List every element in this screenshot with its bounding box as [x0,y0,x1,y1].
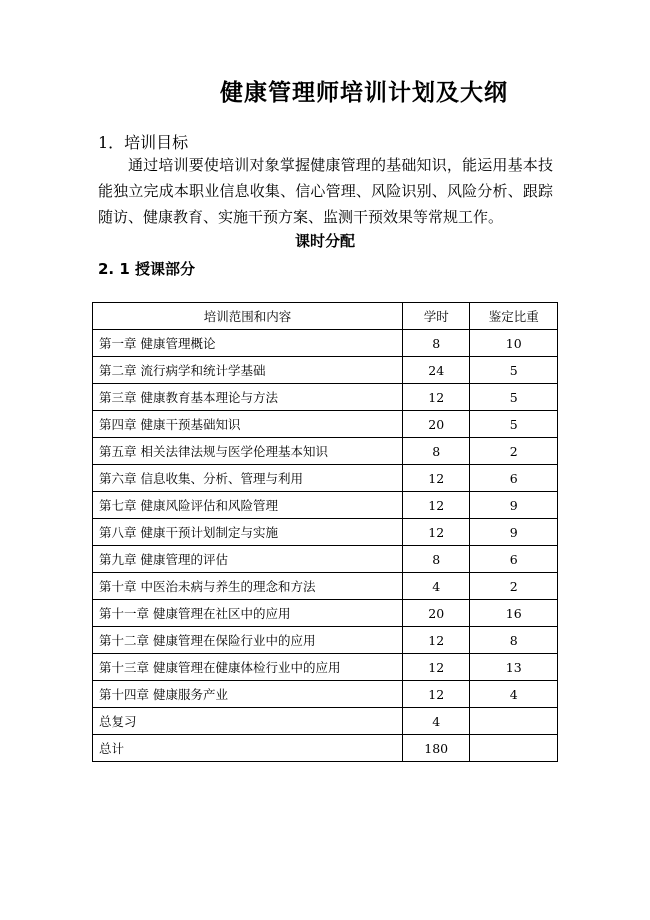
section1-heading: 1．培训目标 [98,133,189,152]
cell-content: 第四章 健康干预基础知识 [93,411,403,438]
cell-content: 第七章 健康风险评估和风险管理 [93,492,403,519]
cell-ratio: 10 [470,330,558,357]
cell-ratio [470,735,558,762]
cell-ratio: 6 [470,546,558,573]
cell-ratio: 16 [470,600,558,627]
table-row [93,627,558,654]
cell-ratio: 6 [470,465,558,492]
table-row [93,411,558,438]
cell-ratio: 2 [470,438,558,465]
cell-content: 第十四章 健康服务产业 [93,681,403,708]
cell-content: 第十一章 健康管理在社区中的应用 [93,600,403,627]
cell-ratio: 4 [470,681,558,708]
cell-hours: 180 [402,735,469,762]
hours-heading: 课时分配 [294,232,355,250]
table-row [93,384,558,411]
cell-ratio: 13 [470,654,558,681]
cell-content: 第十章 中医治未病与养生的理念和方法 [93,573,403,600]
cell-ratio: 9 [470,519,558,546]
cell-content: 第一章 健康管理概论 [93,330,403,357]
cell-content: 第十三章 健康管理在健康体检行业中的应用 [93,654,403,681]
cell-ratio: 5 [470,411,558,438]
cell-ratio: 5 [470,384,558,411]
table-row [93,519,558,546]
cell-ratio: 2 [470,573,558,600]
cell-hours: 12 [402,465,469,492]
table-body [93,330,558,762]
cell-ratio: 9 [470,492,558,519]
table-row [93,438,558,465]
cell-hours: 12 [402,654,469,681]
header-ratio: 鉴定比重 [470,303,558,330]
table-row [93,654,558,681]
header-content: 培训范围和内容 [93,303,403,330]
cell-hours: 12 [402,384,469,411]
training-plan-table [92,302,558,762]
cell-hours: 12 [402,627,469,654]
section1-paragraph: 通过培训要使培训对象掌握健康管理的基础知识，能运用基本技能独立完成本职业信息收集、信心管理、风险识别、风险分析、跟踪随访、健康教育、实施干预方案、监测干预效果等常规工作。 [98,156,553,226]
header-hours: 学时 [402,303,469,330]
cell-hours: 24 [402,357,469,384]
cell-hours: 4 [402,573,469,600]
table-row [93,492,558,519]
cell-content: 第六章 信息收集、分析、管理与利用 [93,465,403,492]
section2-heading: 2. 1 授课部分 [98,260,196,278]
cell-content: 第十二章 健康管理在保险行业中的应用 [93,627,403,654]
cell-content: 第八章 健康干预计划制定与实施 [93,519,403,546]
cell-hours: 20 [402,411,469,438]
cell-content: 第五章 相关法律法规与医学伦理基本知识 [93,438,403,465]
table-row [93,735,558,762]
table-row [93,357,558,384]
table-row [93,573,558,600]
cell-content: 第二章 流行病学和统计学基础 [93,357,403,384]
table-row [93,465,558,492]
cell-hours: 20 [402,600,469,627]
table-row [93,330,558,357]
cell-hours: 12 [402,492,469,519]
table-row [93,546,558,573]
cell-content: 第三章 健康教育基本理论与方法 [93,384,403,411]
table-row [93,708,558,735]
table-header-row [93,303,558,330]
table-row [93,681,558,708]
table-row [93,600,558,627]
cell-hours: 12 [402,681,469,708]
page-title: 健康管理师培训计划及大纲 [220,80,508,106]
cell-content: 第九章 健康管理的评估 [93,546,403,573]
cell-hours: 8 [402,438,469,465]
cell-hours: 8 [402,546,469,573]
cell-ratio [470,708,558,735]
cell-hours: 4 [402,708,469,735]
cell-hours: 8 [402,330,469,357]
cell-hours: 12 [402,519,469,546]
cell-content: 总计 [93,735,403,762]
cell-content: 总复习 [93,708,403,735]
cell-ratio: 8 [470,627,558,654]
cell-ratio: 5 [470,357,558,384]
